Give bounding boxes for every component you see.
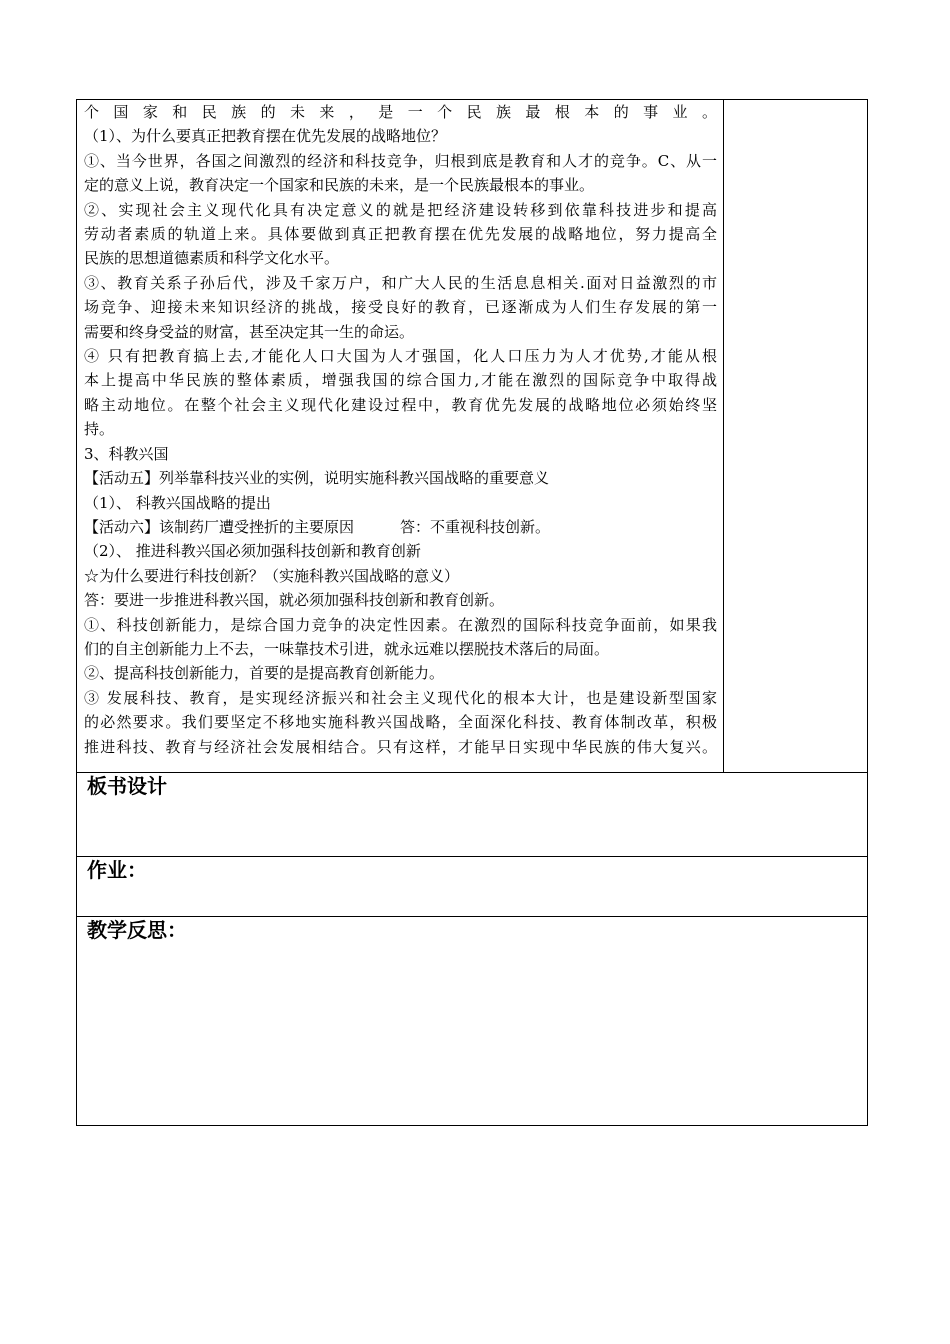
text-line: ③ 发展科技、教育，是实现经济振兴和社会主义现代化的根本大计，也是建设新型国家	[84, 688, 717, 707]
text-line: ②、实现社会主义现代化具有决定意义的就是把经济建设转移到依靠科技进步和提高	[84, 200, 717, 219]
text-line: ☆为什么要进行科技创新？（实施科教兴国战略的意义）	[84, 566, 460, 585]
text-line: （1）、 科教兴国战略的提出	[84, 493, 271, 512]
lesson-content-row	[77, 100, 867, 773]
text-line: 需要和终身受益的财富，甚至决定其一生的命运。	[84, 322, 415, 341]
homework-title: 作业：	[87, 858, 147, 882]
lesson-plan-table	[76, 99, 868, 1126]
text-line: 场竞争、迎接未来知识经济的挑战，接受良好的教育，已逐渐成为人们生存发展的第一	[84, 298, 717, 317]
activity-6-answer: 答：不重视科技创新。	[400, 517, 551, 536]
text-line: 个国家和民族的未来，是一个民族最根本的事业。	[84, 103, 717, 121]
text-line: 推进科技、教育与经济社会发展相结合。只有这样，才能早日实现中华民族的伟大复兴。	[84, 737, 717, 756]
text-line: 定的意义上说，教育决定一个国家和民族的未来，是一个民族最根本的事业。	[84, 176, 595, 195]
notes-column	[724, 100, 867, 772]
text-line: ④ 只有把教育搞上去,才能化人口大国为人才强国，化人口压力为人才优势,才能从根	[84, 347, 717, 366]
section-heading-keji-xingguo: 3、科教兴国	[84, 444, 169, 463]
text-line: ②、提高科技创新能力，首要的是提高教育创新能力。	[84, 664, 445, 683]
text-line: 持。	[84, 420, 115, 439]
text-line: 本上提高中华民族的整体素质，增强我国的综合国力,才能在激烈的国际竞争中取得战	[84, 371, 717, 390]
text-line: 民族的思想道德素质和科学文化水平。	[84, 249, 340, 268]
activity-5-line: 【活动五】列举靠科技兴业的实例，说明实施科教兴国战略的重要意义	[84, 469, 550, 488]
board-design-title: 板书设计	[87, 774, 167, 798]
reflection-section	[77, 917, 867, 1125]
text-line: ③、教育关系子孙后代，涉及千家万户，和广大人民的生活息息相关.面对日益激烈的市	[84, 273, 717, 292]
text-line: 们的自主创新能力上不去，一味靠技术引进，就永远难以摆脱技术落后的局面。	[84, 639, 610, 658]
text-line: ①、当今世界，各国之间激烈的经济和科技竞争，归根到底是教育和人才的竞争。C、从一	[84, 151, 717, 170]
text-line: 的必然要求。我们要坚定不移地实施科教兴国战略，全面深化科技、教育体制改革，积极	[84, 713, 717, 732]
text-line: （1）、为什么要真正把教育摆在优先发展的战略地位？	[84, 127, 447, 146]
homework-section	[77, 857, 867, 917]
text-line: （2）、 推进科教兴国必须加强科技创新和教育创新	[84, 542, 421, 561]
lesson-content-cell	[77, 100, 724, 772]
board-design-section	[77, 773, 867, 857]
text-line: ①、科技创新能力，是综合国力竞争的决定性因素。在激烈的国际科技竞争面前，如果我	[84, 615, 717, 634]
text-line: 略主动地位。在整个社会主义现代化建设过程中，教育优先发展的战略地位必须始终坚	[84, 395, 717, 414]
text-line: 劳动者素质的轨道上来。具体要做到真正把教育摆在优先发展的战略地位，努力提高全	[84, 225, 717, 244]
activity-6-question: 【活动六】该制药厂遭受挫折的主要原因	[84, 517, 355, 536]
text-line: 答：要进一步推进科教兴国，就必须加强科技创新和教育创新。	[84, 591, 505, 610]
activity-6-line	[84, 515, 717, 539]
reflection-title: 教学反思：	[87, 918, 187, 942]
